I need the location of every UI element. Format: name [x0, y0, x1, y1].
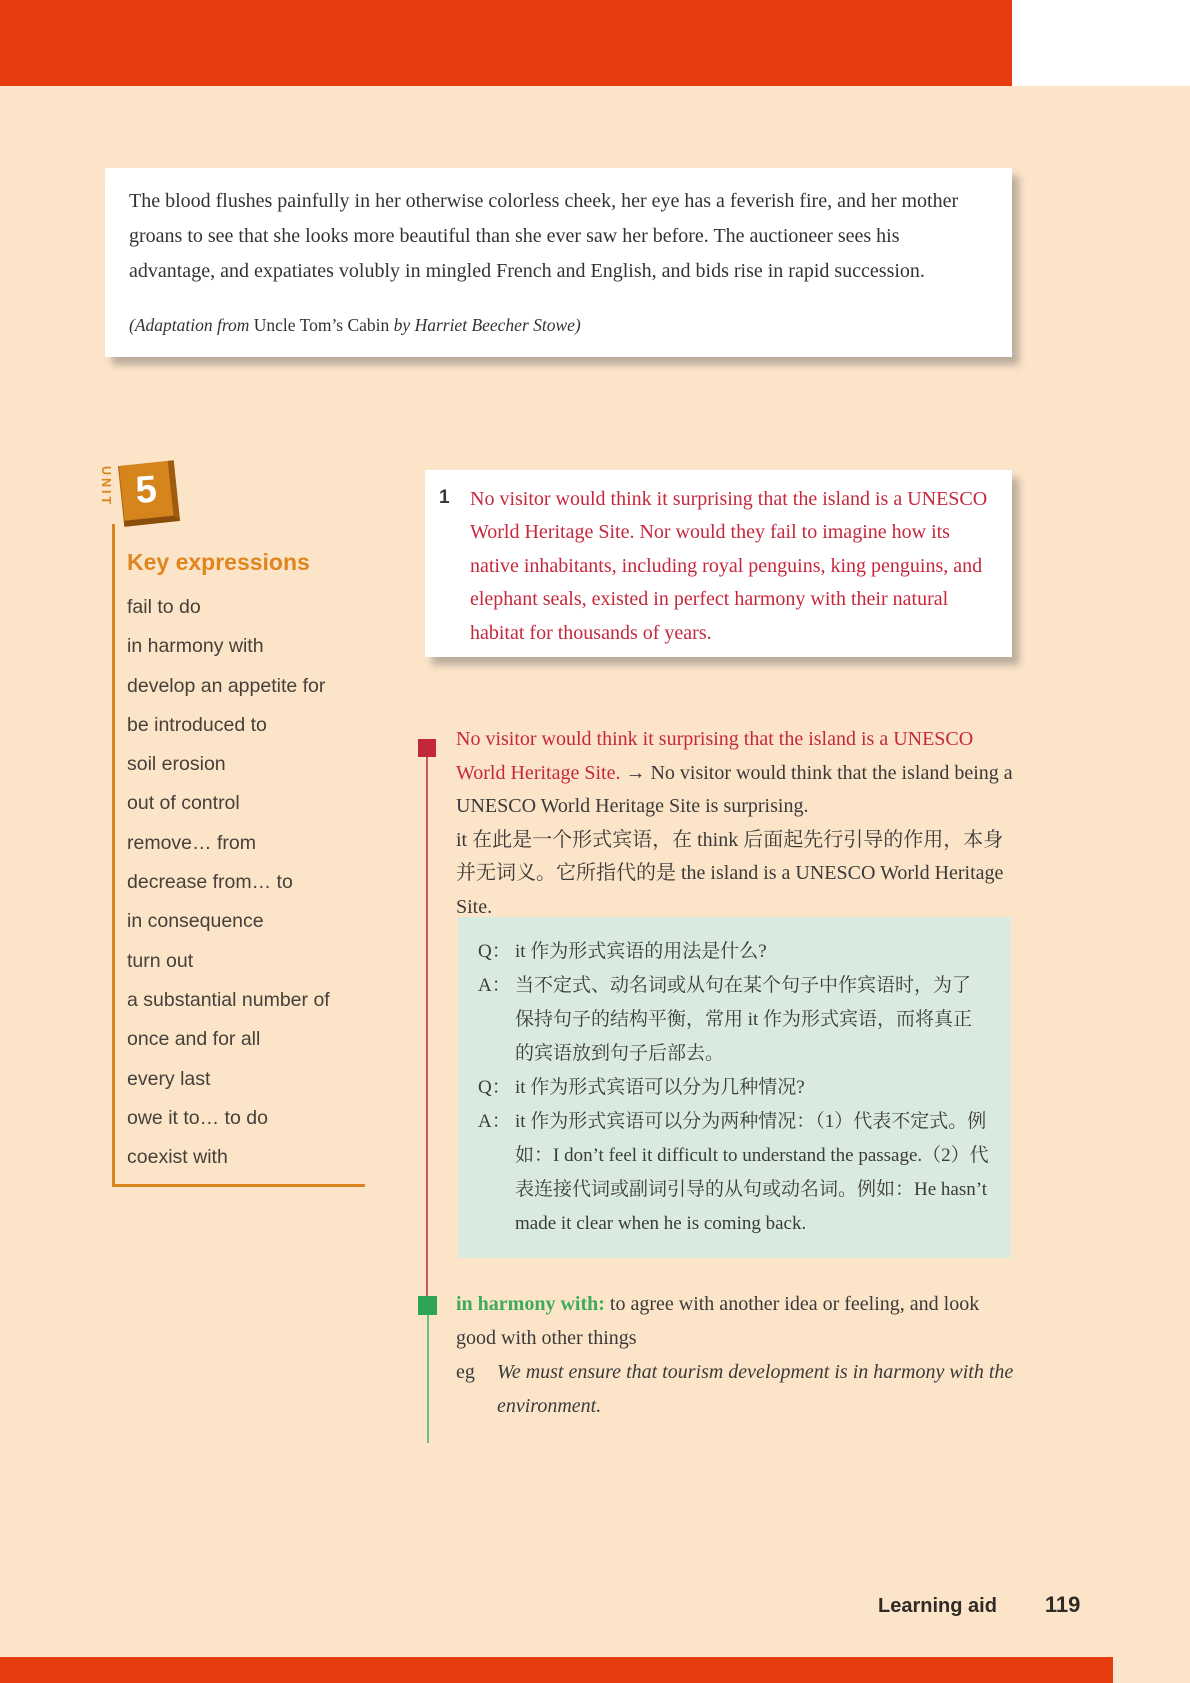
example-sentence-box	[425, 470, 1012, 657]
example-row	[456, 1355, 1016, 1423]
red-vertical-rule	[426, 757, 428, 1297]
qa-row	[478, 969, 989, 1071]
top-red-bar	[0, 0, 1012, 86]
key-expression-item: fail to do	[127, 596, 201, 618]
bottom-red-bar	[0, 1657, 1113, 1683]
key-expression-item: decrease from… to	[127, 871, 293, 894]
page-number: 119	[1044, 1592, 1081, 1617]
qa-row	[478, 1071, 989, 1105]
qa-text: it 作为形式宾语的用法是什么?	[515, 941, 767, 962]
key-expression-item: out of control	[127, 792, 240, 815]
key-expression-item: in consequence	[127, 910, 264, 933]
explanation-chinese-note: it 在此是一个形式宾语，在 think 后面起先行引导的作用，本身并无词义。它所指代的是 the island is a UNESCO World Heritage Site.	[456, 828, 1004, 918]
qa-row	[478, 935, 989, 969]
attribution-suffix: by Harriet Beecher Stowe)	[389, 315, 581, 335]
qa-label: Q：	[478, 941, 511, 962]
excerpt-attribution	[129, 315, 986, 336]
key-expression-item: be introduced to	[127, 713, 267, 736]
arrow-glyph: →	[620, 761, 651, 784]
explanation-paragraph	[456, 723, 1014, 824]
sentence-number: 1	[439, 487, 450, 508]
key-expression-item: every last	[127, 1067, 211, 1090]
red-square-bullet	[418, 739, 436, 757]
unit-number: 5	[134, 468, 159, 512]
harmony-definition-line	[456, 1287, 1016, 1355]
key-expressions-heading: Key expressions	[127, 549, 310, 575]
qa-label: A：	[478, 975, 511, 996]
key-expression-item: soil erosion	[127, 753, 226, 776]
harmony-term: in harmony with:	[456, 1293, 605, 1315]
qa-box	[458, 917, 1011, 1258]
page-footer	[878, 1592, 1080, 1618]
excerpt-text: The blood flushes painfully in her otherwise colorless cheek, her eye has a feverish fire, and her mother groans to see that she looks more beautiful than she ever saw her before. The auctioneer sees his advantage, and expatiates volubly in mingled French and English, and bids rise in rapid succession.	[129, 190, 959, 282]
key-expression-item: remove… from	[127, 831, 256, 854]
key-expression-item: in harmony with	[127, 635, 264, 658]
explanation-block	[456, 723, 1014, 924]
key-expression-item: once and for all	[127, 1028, 261, 1051]
green-vertical-rule	[427, 1315, 429, 1443]
sidebar-horizontal-rule	[112, 1184, 365, 1187]
eg-example-sentence: We must ensure that tourism development is in harmony with the environment.	[497, 1361, 1014, 1417]
key-expression-item: coexist with	[127, 1146, 228, 1169]
attribution-title: Uncle Tom’s Cabin	[253, 315, 390, 335]
footer-section-label: Learning aid	[878, 1595, 997, 1617]
qa-text: it 作为形式宾语可以分为两种情况：（1）代表不定式。例如：I don’t feel it difficult to understand the passage.（2）代表连接代词或副词引导的从句或动名词。例如：He hasn’t made it clear when he is coming back.	[515, 1111, 989, 1234]
sidebar-vertical-rule	[112, 524, 115, 1186]
harmony-entry	[456, 1287, 1016, 1423]
key-expression-item: owe it to… to do	[127, 1106, 268, 1129]
key-expression-item: a substantial number of	[127, 988, 330, 1011]
qa-label: Q：	[478, 1077, 511, 1098]
explanation-quoted-sentence: No visitor would think it surprising that the island is a UNESCO World Heritage Site.	[456, 728, 974, 784]
sentence-text: No visitor would think it surprising that the island is a UNESCO World Heritage Site. Nor would they fail to imagine how its native inhabitants, including royal penguins, king penguins, and elephant seals, existed in perfect harmony with their natural habitat for thousands of years.	[470, 488, 988, 644]
explanation-paraphrase: No visitor would think that the island being a UNESCO World Heritage Site is surprising.	[456, 761, 1013, 817]
attribution-prefix: (Adaptation from	[129, 315, 254, 335]
key-expressions-list	[127, 588, 330, 1177]
unit-badge	[118, 460, 180, 527]
excerpt-box	[105, 168, 1012, 357]
unit-vertical-label: UNIT	[99, 466, 113, 508]
top-white-corner	[1012, 0, 1190, 86]
eg-label: eg	[456, 1361, 475, 1383]
green-square-bullet	[418, 1296, 437, 1315]
qa-label: A：	[478, 1111, 511, 1132]
harmony-definition: to agree with another idea or feeling, and look good with other things	[456, 1293, 980, 1349]
qa-text: 当不定式、动名词或从句在某个句子中作宾语时，为了保持句子的结构平衡，常用 it 作为形式宾语，而将真正的宾语放到句子后部去。	[515, 975, 973, 1064]
key-expression-item: develop an appetite for	[127, 674, 326, 697]
qa-text: it 作为形式宾语可以分为几种情况?	[515, 1077, 805, 1098]
key-expression-item: turn out	[127, 949, 194, 972]
qa-row	[478, 1105, 989, 1241]
